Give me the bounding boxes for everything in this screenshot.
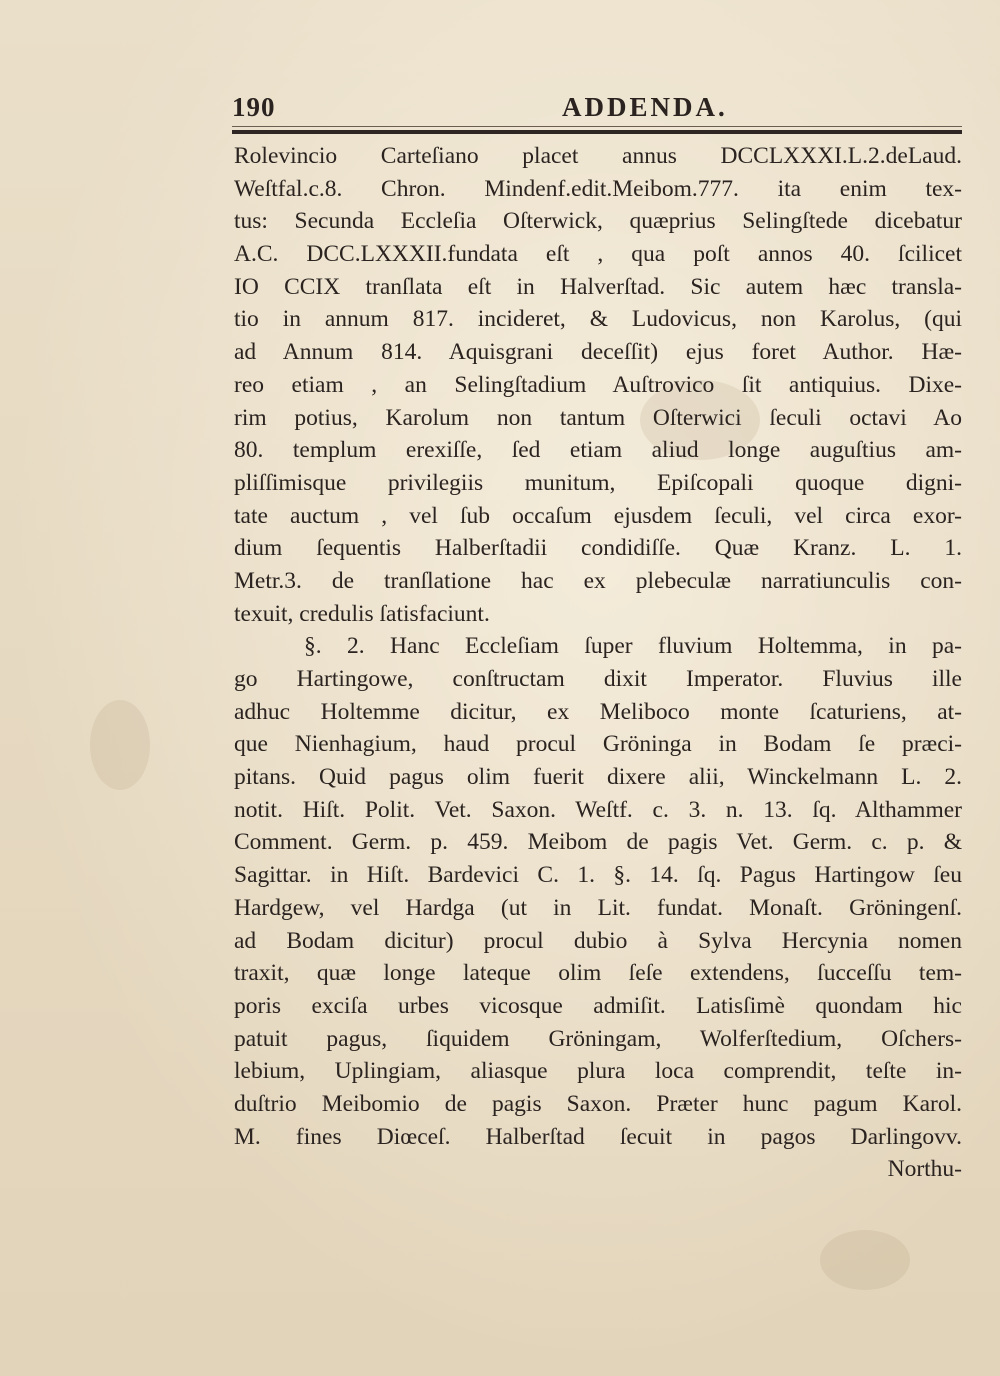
text-line: Metr.3. de tranſlatione hac ex plebeculæ narratiunculis con- (234, 567, 962, 594)
text-line: tate auctum , vel ſub occaſum ejusdem ſeculi, vel circa exor- (234, 502, 962, 529)
text-line: duſtrio Meibomio de pagis Saxon. Præter hunc pagum Karol. (234, 1090, 962, 1117)
text-line: rim potius, Karolum non tantum Oſterwici ſeculi octavi Ao (234, 404, 962, 431)
catchword: Northu- (887, 1156, 962, 1183)
text-line: dium ſequentis Halberſtadii condidiſſe. Quæ Kranz. L. 1. (234, 535, 962, 562)
text-line: lebium, Uplingiam, aliasque plura loca comprendit, teſte in- (234, 1058, 962, 1085)
text-line: Hardgew, vel Hardga (ut in Lit. fundat. Monaſt. Gröningenſ. (234, 894, 962, 921)
text-line: tio in annum 817. incideret, & Ludovicus, non Karolus, (qui (234, 306, 962, 333)
text-line: Rolevincio Carteſiano placet annus DCCLXXXI.L.2.deLaud. (234, 143, 962, 169)
text-line: poris exciſa urbes vicosque admiſit. Latisſimè quondam hic (234, 992, 962, 1019)
text-line: reo etiam , an Selingſtadium Auſtrovico ſit antiquius. Dixe- (234, 371, 962, 398)
body-text (234, 140, 962, 1186)
text-line: patuit pagus, ſiquidem Gröningam, Wolferſtedium, Oſchers- (234, 1025, 962, 1052)
running-head: ADDENDA. (562, 92, 728, 122)
text-line: que Nienhagium, haud procul Gröninga in Bodam ſe præci- (234, 731, 962, 758)
header-rule (232, 130, 962, 134)
text-line: Comment. Germ. p. 459. Meibom de pagis Vet. Germ. c. p. & (234, 829, 962, 856)
text-line: 80. templum erexiſſe, ſed etiam aliud longe auguſtius am- (234, 437, 962, 464)
page-number: 190 (232, 92, 276, 122)
paper-stain (820, 1230, 910, 1290)
text-line: tus: Secunda Eccleſia Oſterwick, quæprius Selingſtede dicebatur (234, 208, 962, 235)
text-line: §. 2. Hanc Eccleſiam ſuper fluvium Holtemma, in pa- (304, 633, 962, 660)
text-line: Sagittar. in Hiſt. Bardevici C. 1. §. 14. ſq. Pagus Hartingow ſeu (234, 862, 962, 889)
text-line: notit. Hiſt. Polit. Vet. Saxon. Weſtf. c. 3. n. 13. ſq. Althammer (234, 796, 962, 823)
paper-stain (90, 700, 150, 790)
text-line: ad Bodam dicitur) procul dubio à Sylva Hercynia nomen (234, 927, 962, 954)
text-line: A.C. DCC.LXXXII.fundata eſt , qua poſt annos 40. ſcilicet (234, 241, 962, 268)
text-line: ad Annum 814. Aquisgrani deceſſit) ejus foret Author. Hæ- (234, 339, 962, 366)
header-rule-thin (232, 126, 962, 127)
text-line: adhuc Holtemme dicitur, ex Meliboco monte ſcaturiens, at- (234, 698, 962, 725)
text-line: texuit, credulis ſatisfaciunt. (234, 600, 490, 627)
text-line: pliſſimisque privilegiis munitum, Epiſcopali quoque digni- (234, 469, 962, 496)
text-line: pitans. Quid pagus olim fuerit dixere alii, Winckelmann L. 2. (234, 764, 962, 791)
text-line: go Hartingowe, conſtructam dixit Imperator. Fluvius ille (234, 666, 962, 692)
catchword-line (234, 1153, 962, 1186)
text-line: traxit, quæ longe lateque olim ſeſe extendens, ſucceſſu tem- (234, 960, 962, 987)
text-line: IO CCIX tranſlata eſt in Halverſtad. Sic autem hæc transla- (234, 273, 962, 300)
text-line: Weſtfal.c.8. Chron. Mindenf.edit.Meibom.777. ita enim tex- (234, 175, 962, 202)
text-line: M. fines Diœceſ. Halberſtad ſecuit in pagos Darlingovv. (234, 1123, 962, 1150)
